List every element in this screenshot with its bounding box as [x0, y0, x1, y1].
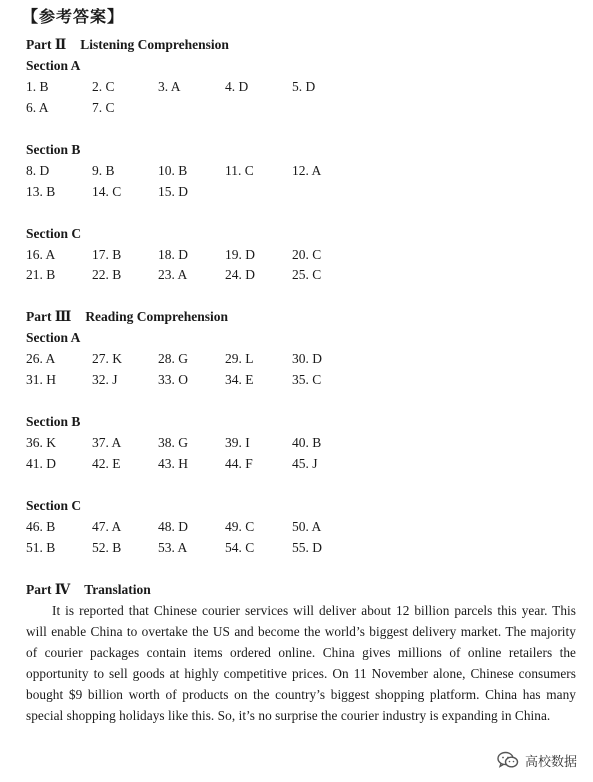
answer-item: 2. C: [92, 79, 115, 94]
answer-item: 18. D: [158, 247, 188, 262]
answer-item: 7. C: [92, 100, 115, 115]
answer-item: 25. C: [292, 267, 322, 282]
answer-item: 14. C: [92, 184, 122, 199]
answer-item: 40. B: [292, 435, 322, 450]
answer-item: 44. F: [225, 456, 253, 471]
answer-item: 33. O: [158, 372, 188, 387]
answer-item: 16. A: [26, 247, 56, 262]
answer-item: 10. B: [158, 163, 188, 178]
part2-section-b-label: Section B: [26, 142, 81, 157]
part2-section-c-label: Section C: [26, 226, 82, 241]
answer-item: 53. A: [158, 540, 188, 555]
answer-item: 43. H: [158, 456, 188, 471]
answer-item: 17. B: [92, 247, 122, 262]
answer-item: 41. D: [26, 456, 56, 471]
answer-item: 42. E: [92, 456, 121, 471]
answer-item: 15. D: [158, 184, 188, 199]
page-title: 【参考答案】: [22, 7, 125, 26]
answer-item: 19. D: [225, 247, 255, 262]
answer-item: 23. A: [158, 267, 188, 282]
answer-item: 50. A: [292, 519, 322, 534]
part3-label: Part Ⅲ: [26, 309, 72, 324]
answer-item: 24. D: [225, 267, 255, 282]
answer-item: 34. E: [225, 372, 254, 387]
answer-item: 46. B: [26, 519, 56, 534]
answer-item: 5. D: [292, 79, 316, 94]
wechat-icon: [497, 751, 519, 769]
answer-item: 36. K: [26, 435, 56, 450]
answer-item: 38. G: [158, 435, 188, 450]
answer-item: 27. K: [92, 351, 122, 366]
answer-item: 22. B: [92, 267, 122, 282]
answer-item: 1. B: [26, 79, 49, 94]
part2-section-a-label: Section A: [26, 58, 81, 73]
answer-item: 13. B: [26, 184, 56, 199]
answer-item: 51. B: [26, 540, 56, 555]
part3-section-b-label: Section B: [26, 414, 81, 429]
answer-item: 48. D: [158, 519, 188, 534]
answer-item: 4. D: [225, 79, 249, 94]
part3-section-a-label: Section A: [26, 330, 81, 345]
answer-item: 49. C: [225, 519, 255, 534]
part3-heading: [26, 309, 228, 325]
answer-item: 54. C: [225, 540, 255, 555]
answer-item: 20. C: [292, 247, 322, 262]
answer-item: 52. B: [92, 540, 122, 555]
answer-item: 3. A: [158, 79, 181, 94]
answer-item: 28. G: [158, 351, 188, 366]
part4-name: Translation: [84, 582, 151, 597]
part2-label: Part Ⅱ: [26, 37, 67, 52]
part3-section-c-label: Section C: [26, 498, 82, 513]
answer-item: 32. J: [92, 372, 118, 387]
part4-heading: [26, 582, 151, 598]
answer-item: 37. A: [92, 435, 122, 450]
answer-item: 31. H: [26, 372, 56, 387]
part3-name: Reading Comprehension: [85, 309, 228, 324]
answer-item: 35. C: [292, 372, 322, 387]
answer-item: 29. L: [225, 351, 254, 366]
translation-paragraph: It is reported that Chinese courier services will deliver about 12 billion parcels this year. This will enable China to overtake the US and become the world’s biggest delivery market. The majority of courier packages contain items ordered online. China gives millions of online retailers the opportunity to sell goods at highly competitive prices. On 11 November alone, Chinese consumers bought $9 billion worth of products on the country’s biggest shopping platform. China has many special shopping holidays like this. So, it’s no surprise the courier industry is expanding in China.: [26, 603, 576, 723]
answer-item: 26. A: [26, 351, 56, 366]
answer-item: 55. D: [292, 540, 322, 555]
answer-item: 45. J: [292, 456, 318, 471]
part4-label: Part Ⅳ: [26, 582, 71, 597]
answer-item: 21. B: [26, 267, 56, 282]
answer-item: 47. A: [92, 519, 122, 534]
answer-item: 30. D: [292, 351, 322, 366]
part2-name: Listening Comprehension: [80, 37, 229, 52]
watermark: [497, 748, 577, 772]
answer-item: 12. A: [292, 163, 322, 178]
answer-item: 39. I: [225, 435, 250, 450]
answer-item: 11. C: [225, 163, 254, 178]
part2-heading: [26, 37, 229, 53]
watermark-text: 高校数据: [524, 754, 577, 770]
answer-item: 6. A: [26, 100, 49, 115]
answer-item: 8. D: [26, 163, 50, 178]
answer-item: 9. B: [92, 163, 115, 178]
